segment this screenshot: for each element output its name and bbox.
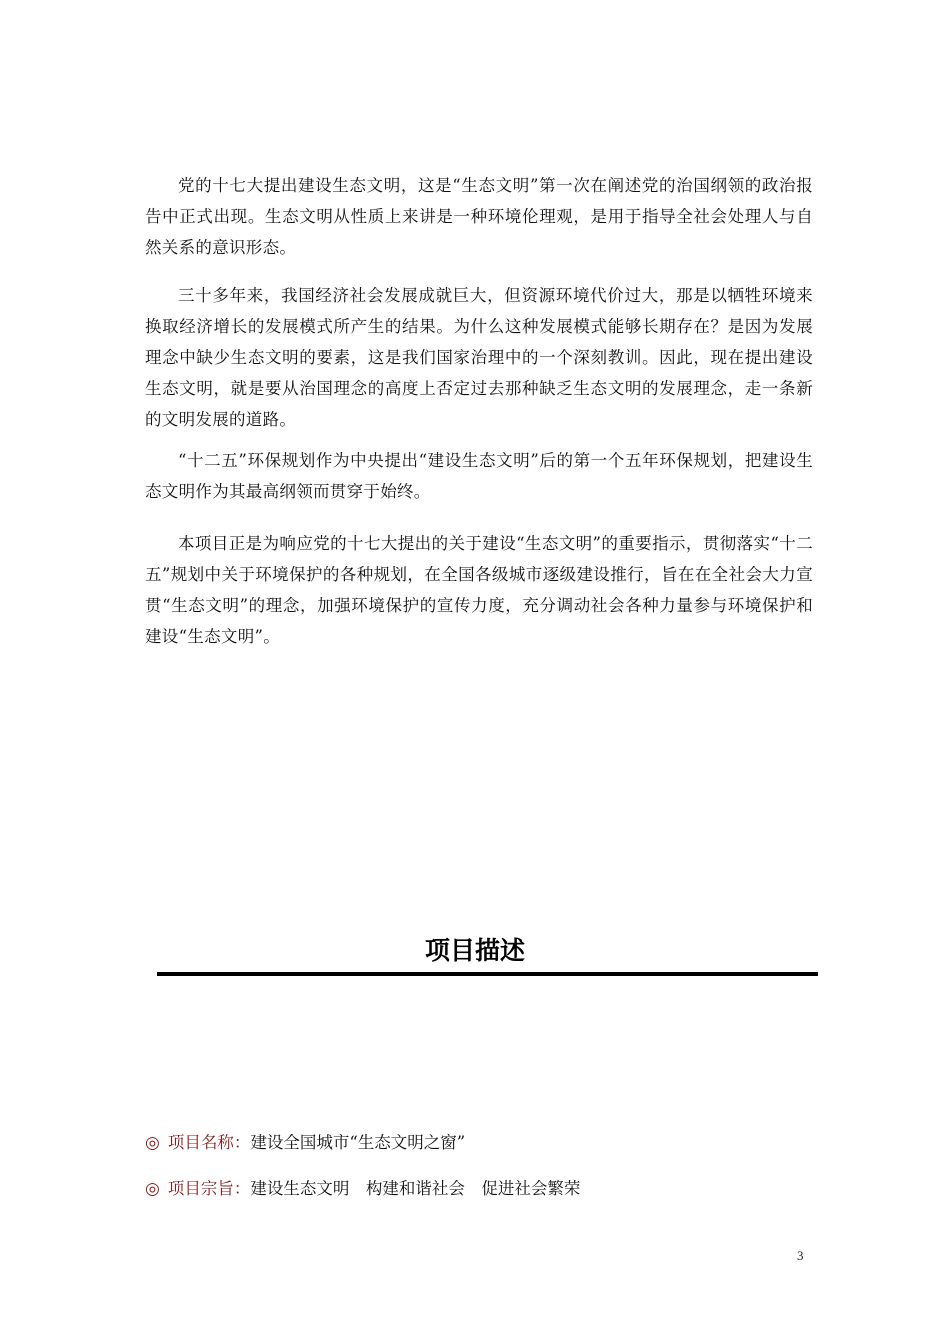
paragraph-1: 党的十七大提出建设生态文明，这是“生态文明”第一次在阐述党的治国纲领的政治报告中正式出现。生态文明从性质上来讲是一种环境伦理观，是用于指导全社会处理人与自然关系的意识形态。 [145, 176, 813, 257]
project-name-label: 项目名称： [167, 1133, 251, 1152]
page-number: 3 [797, 1248, 804, 1263]
section-divider [157, 972, 818, 976]
paragraph-2: 三十多年来，我国经济社会发展成就巨大，但资源环境代价过大，那是以牺牲环境来换取经济增长的发展模式所产生的结果。为什么这种发展模式能够长期存在？是因为发展理念中缺少生态文明的要素，这是我们国家治理中的一个深刻教训。因此，现在提出建设生态文明，就是要从治国理念的高度上否定过去那种缺乏生态文明的发展理念，走一条新的文明发展的道路。 [145, 286, 813, 429]
double-circle-icon: ◎ [145, 1133, 160, 1153]
project-purpose-value: 建设生态文明 构建和谐社会 促进社会繁荣 [250, 1179, 581, 1198]
paragraph-4: 本项目正是为响应党的十七大提出的关于建设“生态文明”的重要指示，贯彻落实“十二五”规划中关于环境保护的各种规划，在全国各级城市逐级建设推行，旨在在全社会大力宣贯“生态文明”的理念，加强环境保护的宣传力度，充分调动社会各种力量参与环境保护和建设“生态文明”。 [145, 534, 813, 646]
section-title: 项目描述 [424, 936, 525, 965]
double-circle-icon: ◎ [145, 1179, 160, 1199]
paragraph-3: “十二五”环保规划作为中央提出“建设生态文明”后的第一个五年环保规划，把建设生态文明作为其最高纲领而贯穿于始终。 [145, 451, 813, 501]
project-name-value: 建设全国城市“生态文明之窗” [250, 1133, 466, 1152]
project-purpose-row [145, 1176, 580, 1202]
project-purpose-label: 项目宗旨： [167, 1179, 251, 1198]
project-name-row [145, 1130, 465, 1156]
